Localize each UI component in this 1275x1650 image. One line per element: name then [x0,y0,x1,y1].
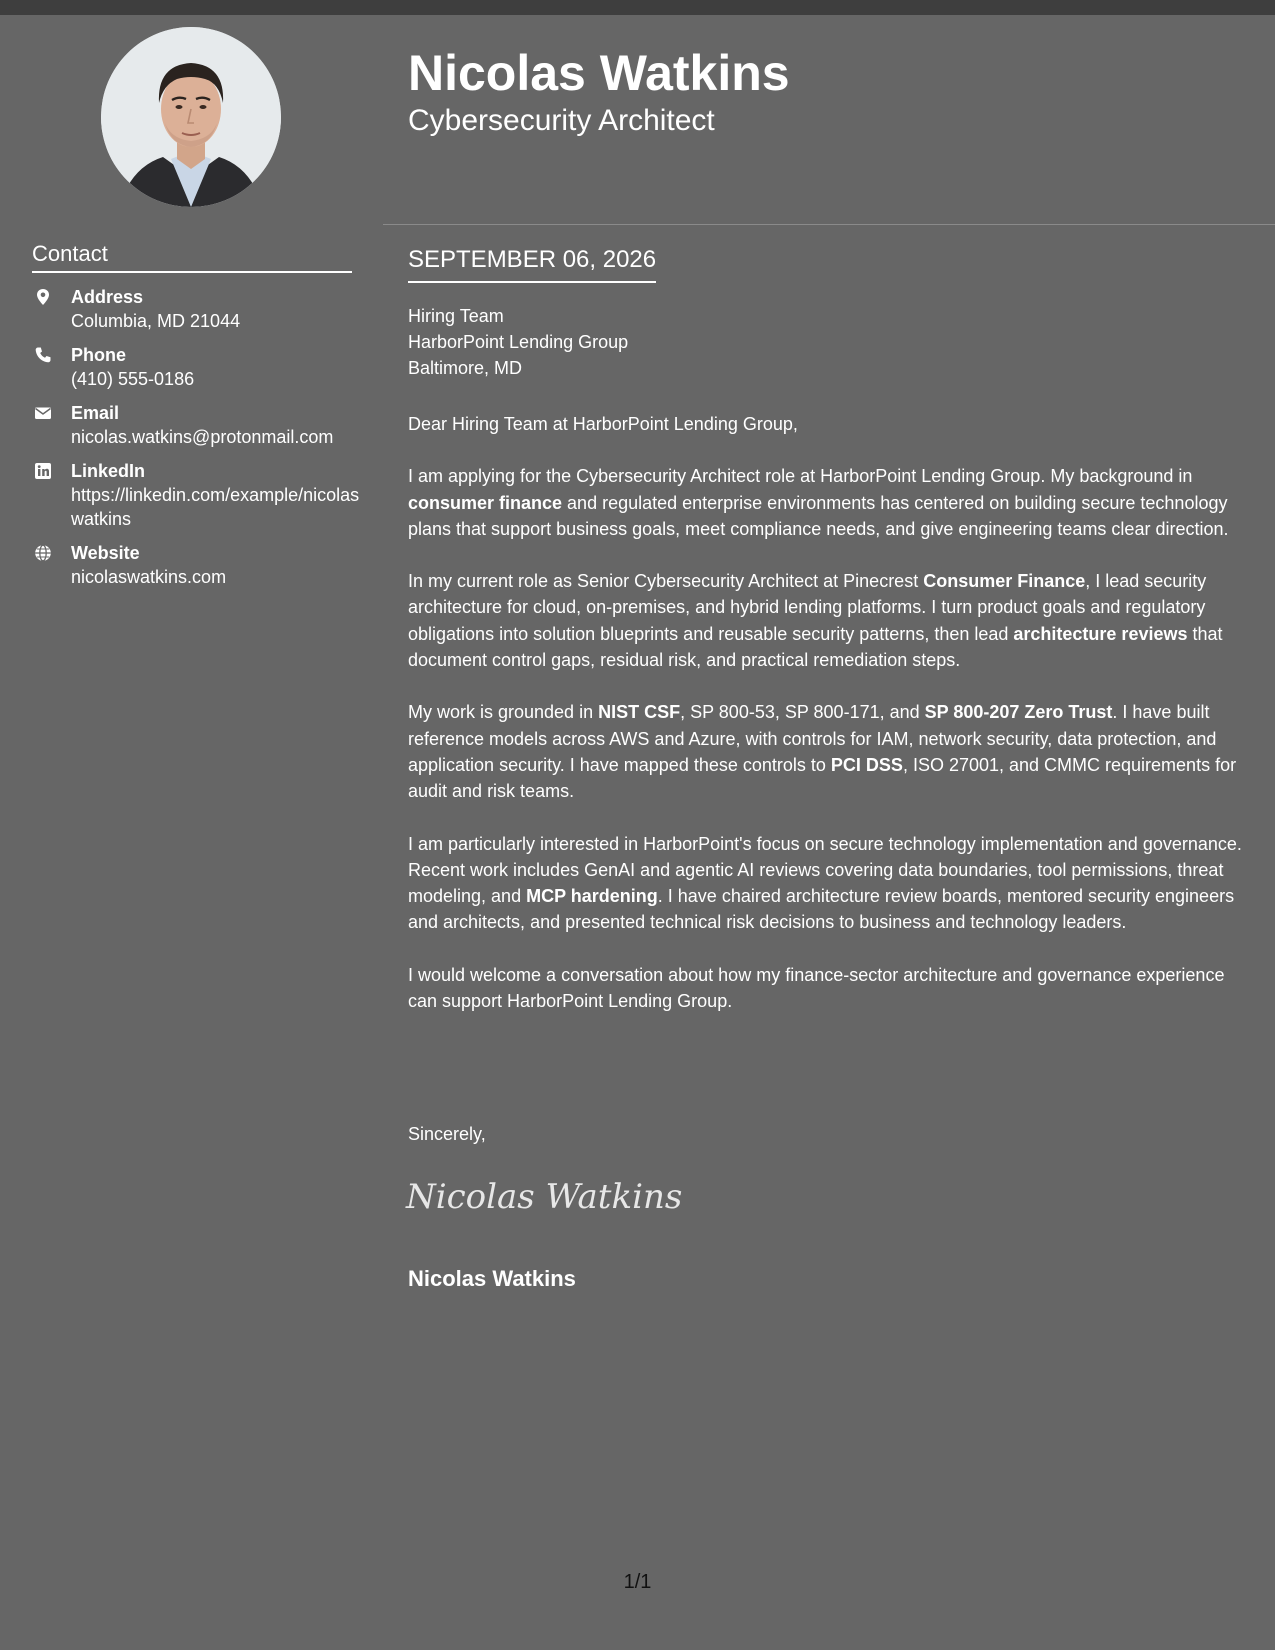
contact-item-address [32,286,362,333]
applicant-name: Nicolas Watkins [408,45,790,101]
contact-item-website [32,542,362,589]
paragraph-text: I am particularly interested in HarborPoint's focus on secure technology implementation and governance. Recent work includes GenAI and agentic AI reviews covering data boundaries, tool permissions, threat modeling, and [408,833,1242,907]
paragraph-text: , I lead security architecture for cloud, on-premises, and hybrid lending platforms. I turn product goals and regulatory obligations into solution blueprints and reusable security patterns, then lead [408,571,1207,644]
profile-photo [101,27,281,207]
emphasis-text: SP 800-207 Zero Trust [924,702,1113,723]
contact-website-link[interactable]: nicolaswatkins.com [71,567,227,587]
paragraph-text: , SP 800-53, SP 800-171, and [680,702,925,723]
letter-paragraph [408,463,1248,542]
paragraph-text: , ISO 27001, and CMMC requirements for audit and risk teams. [408,754,1237,802]
emphasis-text: PCI DSS [830,754,903,775]
letter-paragraph [408,962,1248,1015]
contact-item-linkedin [32,460,362,531]
contact-value: (410) 555-0186 [71,369,195,389]
emphasis-text: MCP hardening [526,886,658,907]
header-divider [383,224,1275,225]
emphasis-text: NIST CSF [598,702,681,723]
map-pin-icon [34,288,52,306]
contact-item-phone [32,344,362,391]
contact-value: Columbia, MD 21044 [71,311,241,331]
contact-label: Phone [71,345,127,365]
emphasis-text: Consumer Finance [923,571,1086,592]
recipient-line: Baltimore, MD [408,358,523,378]
contact-heading: Contact [32,240,352,273]
letter-paragraphs [408,463,1248,1014]
paragraph-text: I would welcome a conversation about how my finance-sector architecture and governance experience can support HarborPoint Lending Group. [408,964,1225,1012]
contact-item-email [32,402,362,449]
closing: Sincerely, [408,1124,486,1144]
linkedin-icon [34,462,52,480]
salutation: Dear Hiring Team at HarborPoint Lending Group, [408,414,798,434]
contact-linkedin-link[interactable]: https://linkedin.com/example/nicolaswatkins [71,485,360,529]
top-bar [0,0,1275,15]
portrait-illustration [101,27,281,207]
letter-body [408,411,1248,1040]
paragraph-text: that document control gaps, residual risk, and practical remediation steps. [408,623,1223,671]
paragraph-text: and regulated enterprise environments has centered on building secure technology plans that support business goals, meet compliance needs, and give engineering teams clear direction. [408,492,1229,539]
signature: Nicolas Watkins [406,1177,683,1217]
page-number: 1/1 [623,1571,652,1593]
contact-label: Email [71,403,120,423]
contact-email-link[interactable]: nicolas.watkins@protonmail.com [71,427,334,447]
paragraph-text: . I have built reference models across AWS and Azure, with controls for IAM, network security, data protection, and application security. I have mapped these controls to [408,702,1217,775]
contact-label: LinkedIn [71,461,146,481]
emphasis-text: consumer finance [408,492,563,513]
globe-icon [34,544,52,562]
recipient-line: HarborPoint Lending Group [408,332,629,352]
emphasis-text: architecture reviews [1013,623,1188,644]
phone-icon [34,346,52,364]
letter-paragraph [408,831,1248,936]
recipient-line: Hiring Team [408,306,504,326]
letter-date: SEPTEMBER 06, 2026 [408,245,656,283]
paragraph-text: . I have chaired architecture review boards, mentored security engineers and architects, and presented technical risk decisions to business and technology leaders. [408,886,1235,933]
contact-label: Website [71,543,140,563]
paragraph-text: In my current role as Senior Cybersecurity Architect at Pinecrest [408,571,924,592]
envelope-icon [34,404,52,422]
applicant-title: Cybersecurity Architect [408,104,715,137]
paragraph-text: My work is grounded in [408,702,599,723]
contact-label: Address [71,287,144,307]
letter-paragraph [408,699,1248,804]
letter-paragraph [408,568,1248,673]
contact-list [32,286,362,600]
recipient-block [408,303,628,381]
paragraph-text: I am applying for the Cybersecurity Architect role at HarborPoint Lending Group. My background in [408,466,1193,487]
signer-name: Nicolas Watkins [408,1266,576,1291]
